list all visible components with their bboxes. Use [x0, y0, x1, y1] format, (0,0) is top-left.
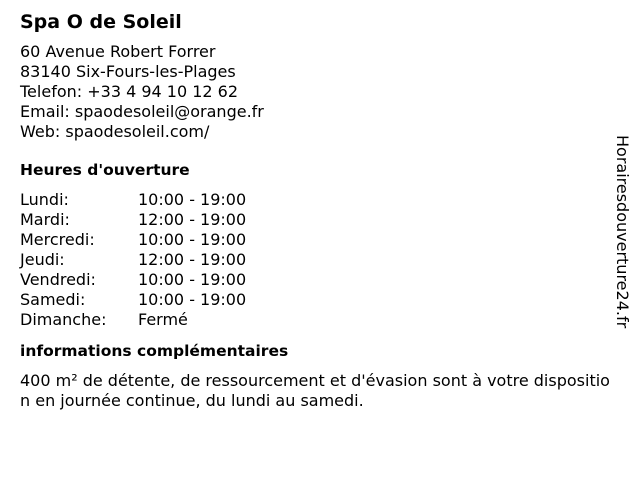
- day-label: Lundi:: [20, 190, 69, 209]
- hours-row-tuesday: [20, 210, 610, 230]
- day-label: Mardi:: [20, 210, 70, 229]
- day-label: Vendredi:: [20, 270, 96, 289]
- opening-hours-heading: Heures d'ouverture: [20, 161, 190, 179]
- day-label: Dimanche:: [20, 310, 107, 329]
- address-street: 60 Avenue Robert Forrer: [20, 42, 216, 61]
- additional-info-text: 400 m² de détente, de ressourcement et d'évasion sont à votre disposition en journée continue, du lundi au samedi.: [20, 371, 610, 410]
- day-hours: 10:00 - 19:00: [138, 290, 247, 309]
- day-label: Mercredi:: [20, 230, 95, 249]
- site-watermark: Horairesdouverture24.fr: [613, 135, 632, 329]
- day-label: Samedi:: [20, 290, 86, 309]
- phone-line: Telefon: +33 4 94 10 12 62: [20, 82, 239, 101]
- hours-row-wednesday: [20, 230, 610, 250]
- contact-block: [20, 42, 610, 142]
- hours-row-saturday: [20, 290, 610, 310]
- day-hours: 12:00 - 19:00: [138, 210, 247, 229]
- email-line: Email: spaodesoleil@orange.fr: [20, 102, 264, 121]
- day-hours: 10:00 - 19:00: [138, 230, 247, 249]
- web-line: Web: spaodesoleil.com/: [20, 122, 210, 141]
- day-hours: Fermé: [138, 310, 188, 329]
- opening-hours-table: [20, 190, 610, 330]
- address-city: 83140 Six-Fours-les-Plages: [20, 62, 236, 81]
- additional-info-heading: informations complémentaires: [20, 342, 289, 360]
- business-card: [20, 10, 610, 411]
- day-label: Jeudi:: [20, 250, 65, 269]
- hours-row-monday: [20, 190, 610, 210]
- hours-row-sunday: [20, 310, 610, 330]
- business-name: Spa O de Soleil: [20, 11, 182, 33]
- hours-row-friday: [20, 270, 610, 290]
- day-hours: 10:00 - 19:00: [138, 270, 247, 289]
- day-hours: 10:00 - 19:00: [138, 190, 247, 209]
- hours-row-thursday: [20, 250, 610, 270]
- day-hours: 12:00 - 19:00: [138, 250, 247, 269]
